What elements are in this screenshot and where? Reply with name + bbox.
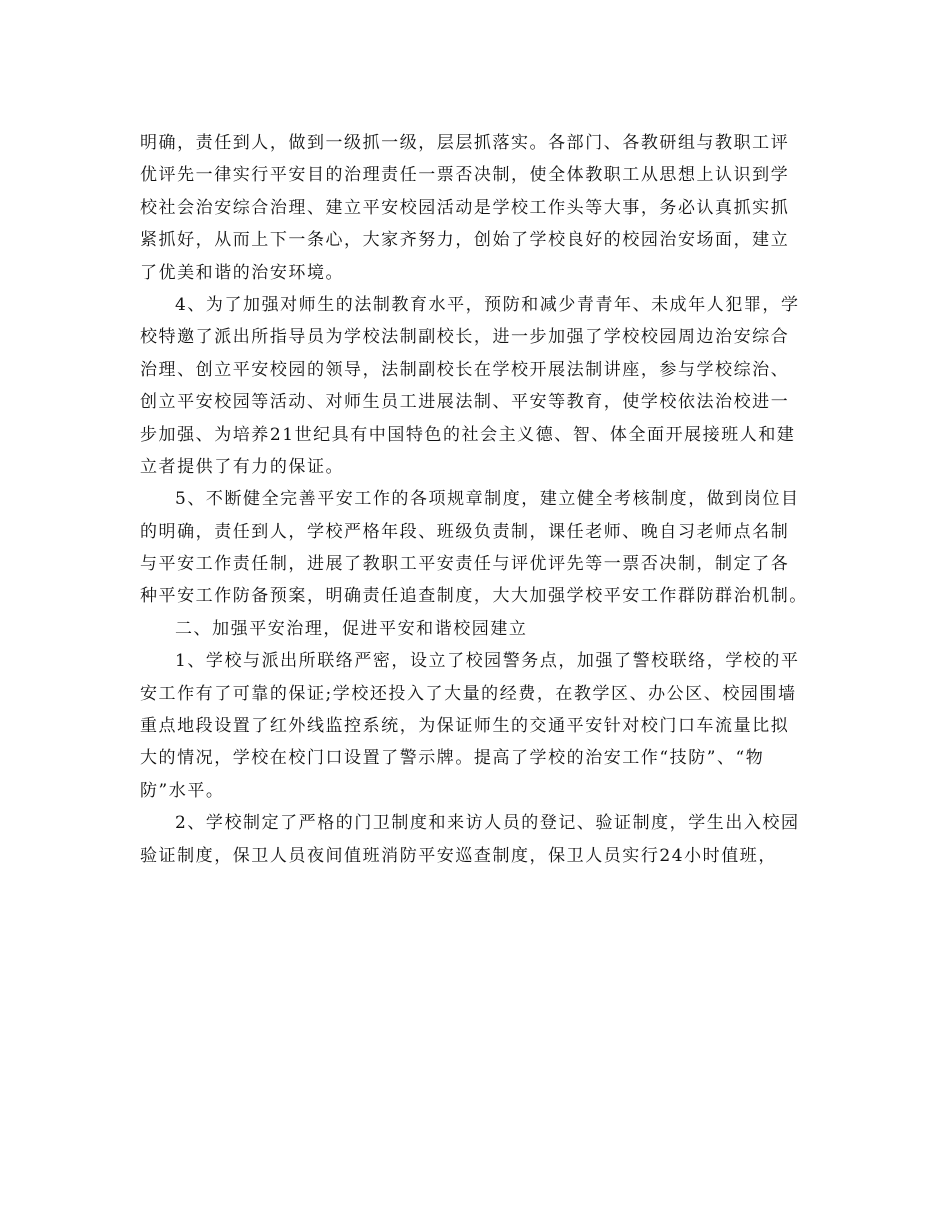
text-line: 步加强、为培养21世纪具有中国特色的社会主义德、智、体全面开展接班人和建 bbox=[140, 424, 796, 445]
paragraph-first-line: 2、学校制定了严格的门卫制度和来访人员的登记、验证制度，学生出入校园 bbox=[175, 813, 800, 834]
text-line: 防”水平。 bbox=[140, 780, 225, 801]
text-line: 种平安工作防备预案，明确责任追查制度，大大加强学校平安工作群防群治机制。 bbox=[140, 586, 808, 607]
text-line: 明确，责任到人，做到一级抓一级，层层抓落实。各部门、各教研组与教职工评 bbox=[140, 133, 790, 153]
text-line: 了优美和谐的治安环境。 bbox=[140, 262, 345, 283]
paragraph-first-line: 5、不断健全完善平安工作的各项规章制度，建立健全考核制度，做到岗位目 bbox=[175, 489, 800, 510]
text-line: 与平安工作责任制，进展了教职工平安责任与评优评先等一票否决制，制定了各 bbox=[140, 554, 790, 575]
text-line: 创立平安校园等活动、对师生员工进展法制、平安等教育，使学校依法治校进一 bbox=[140, 392, 790, 413]
document-body bbox=[140, 127, 810, 872]
text-line: 校社会治安综合治理、建立平安校园活动是学校工作头等大事，务必认真抓实抓 bbox=[140, 197, 790, 218]
text-line: 大的情况，学校在校门口设置了警示牌。提高了学校的治安工作“技防”、“物 bbox=[140, 748, 765, 769]
text-line: 安工作有了可靠的保证;学校还投入了大量的经费，在教学区、办公区、校园围墙 bbox=[140, 683, 797, 704]
paragraph-first-line: 二、加强平安治理，促进平安和谐校园建立 bbox=[175, 618, 528, 639]
text-line: 的明确，责任到人，学校严格年段、班级负责制，课任老师、晚自习老师点名制 bbox=[140, 521, 790, 542]
text-line: 紧抓好，从而上下一条心，大家齐努力，创始了学校良好的校园治安场面，建立 bbox=[140, 230, 790, 251]
text-line: 治理、创立平安校园的领导，法制副校长在学校开展法制讲座，参与学校综治、 bbox=[140, 359, 790, 380]
paragraph-first-line: 4、为了加强对师生的法制教育水平，预防和减少青青年、未成年人犯罪，学 bbox=[175, 294, 800, 315]
text-line: 重点地段设置了红外线监控系统，为保证师生的交通平安针对校门口车流量比拟 bbox=[140, 716, 790, 737]
text-line: 优评先一律实行平安目的治理责任一票否决制，使全体教职工从思想上认识到学 bbox=[140, 165, 790, 186]
text-line: 立者提供了有力的保证。 bbox=[140, 456, 345, 477]
text-line: 校特邀了派出所指导员为学校法制副校长，进一步加强了学校校园周边治安综合 bbox=[140, 327, 790, 348]
paragraph-first-line: 1、学校与派出所联络严密，设立了校园警务点，加强了警校联络，学校的平 bbox=[175, 651, 800, 672]
text-line: 验证制度，保卫人员夜间值班消防平安巡查制度，保卫人员实行24小时值班， bbox=[140, 845, 777, 866]
